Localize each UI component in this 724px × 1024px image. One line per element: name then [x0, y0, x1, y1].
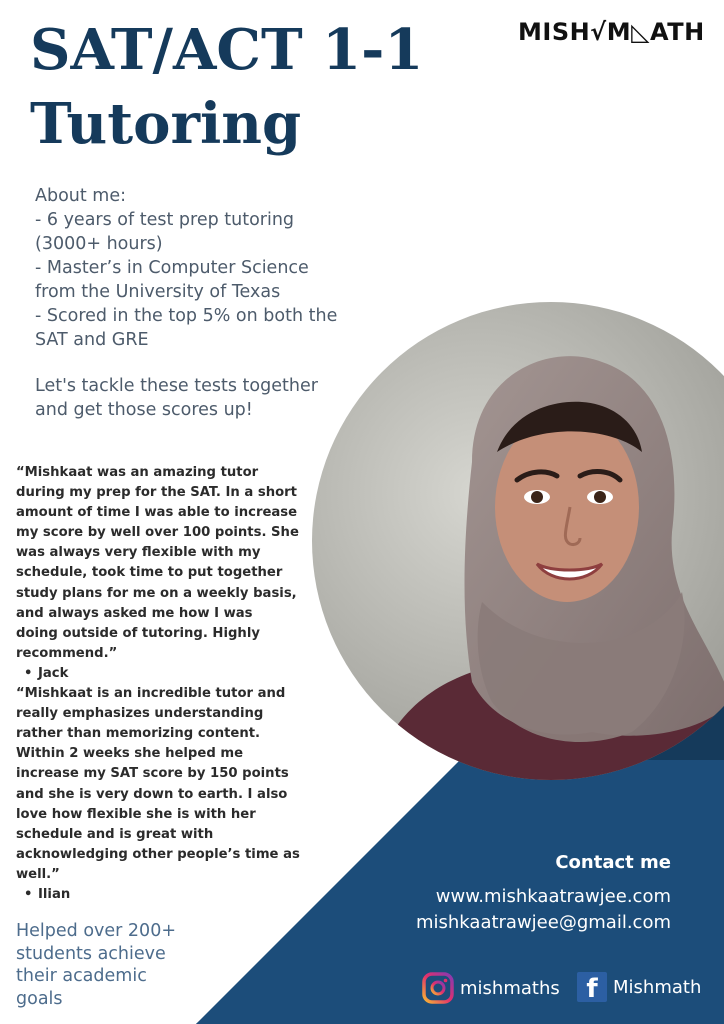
quote-line: my score by well over 100 points. She	[16, 525, 299, 541]
brand-logo: MISH√M◺ATH	[518, 18, 705, 46]
author-name: Jack	[38, 665, 69, 681]
about-line: from the University of Texas	[35, 282, 281, 302]
quote-line: rather than memorizing content.	[16, 726, 261, 742]
page-title-line-2: Tutoring	[30, 91, 302, 157]
tutor-portrait	[312, 302, 724, 780]
testimonial-author	[16, 664, 316, 684]
testimonial-jack	[16, 463, 316, 684]
quote-line: well.”	[16, 866, 60, 882]
about-line: (3000+ hours)	[35, 234, 163, 254]
about-line: - Master’s in Computer Science	[35, 258, 309, 278]
quote-line: “Mishkaat is an incredible tutor and	[16, 686, 286, 702]
stat-line: their academic	[16, 966, 147, 986]
testimonial-ilian	[16, 684, 316, 905]
quote-line: acknowledging other people’s time as	[16, 846, 300, 862]
instagram-link[interactable]	[422, 972, 560, 1004]
testimonials	[16, 463, 316, 905]
quote-line: really emphasizes understanding	[16, 706, 264, 722]
tagline-line: and get those scores up!	[35, 400, 253, 420]
quote-line: schedule and is great with	[16, 826, 214, 842]
quote-line: Within 2 weeks she helped me	[16, 746, 244, 762]
quote-line: increase my SAT score by 150 points	[16, 766, 289, 782]
quote-line: amount of time I was able to increase	[16, 505, 298, 521]
tagline	[35, 374, 318, 422]
about-line: - 6 years of test prep tutoring	[35, 210, 295, 230]
page-title-line-1: SAT/ACT 1-1	[30, 17, 424, 83]
email-link[interactable]: mishkaatrawjee@gmail.com	[415, 912, 671, 933]
quote-line: was always very flexible with my	[16, 545, 261, 561]
quote-line: “Mishkaat was an amazing tutor	[16, 465, 259, 480]
quote-line: recommend.”	[16, 645, 118, 661]
facebook-icon: f	[577, 972, 607, 1002]
quote-line: during my prep for the SAT. In a short	[16, 485, 297, 501]
facebook-handle: Mishmath	[613, 976, 702, 998]
website-link[interactable]: www.mishkaatrawjee.com	[435, 886, 671, 907]
author-name: Ilian	[38, 886, 71, 902]
quote-line: and always asked me how I was	[16, 605, 253, 621]
quote-line: love how flexible she is with her	[16, 806, 256, 822]
about-line: About me:	[35, 186, 127, 206]
testimonial-author	[16, 885, 316, 905]
bullet-icon: •	[24, 886, 33, 902]
contact-heading: Contact me	[555, 852, 671, 873]
tagline-line: Let's tackle these tests together	[35, 376, 318, 396]
quote-line: study plans for me on a weekly basis,	[16, 585, 297, 601]
stat-line: Helped over 200+	[16, 921, 176, 941]
students-helped-stat	[16, 920, 176, 1010]
stat-line: goals	[16, 988, 63, 1009]
stat-line: students achieve	[16, 943, 166, 964]
instagram-icon	[422, 972, 454, 1004]
instagram-handle: mishmaths	[460, 977, 560, 999]
quote-line: doing outside of tutoring. Highly	[16, 625, 260, 641]
about-line: SAT and GRE	[35, 330, 149, 350]
facebook-link[interactable]	[577, 972, 701, 1002]
quote-line: and she is very down to earth. I also	[16, 786, 288, 802]
about-line: - Scored in the top 5% on both the	[35, 306, 338, 326]
bullet-icon: •	[24, 665, 33, 681]
quote-line: schedule, took time to put together	[16, 565, 283, 581]
